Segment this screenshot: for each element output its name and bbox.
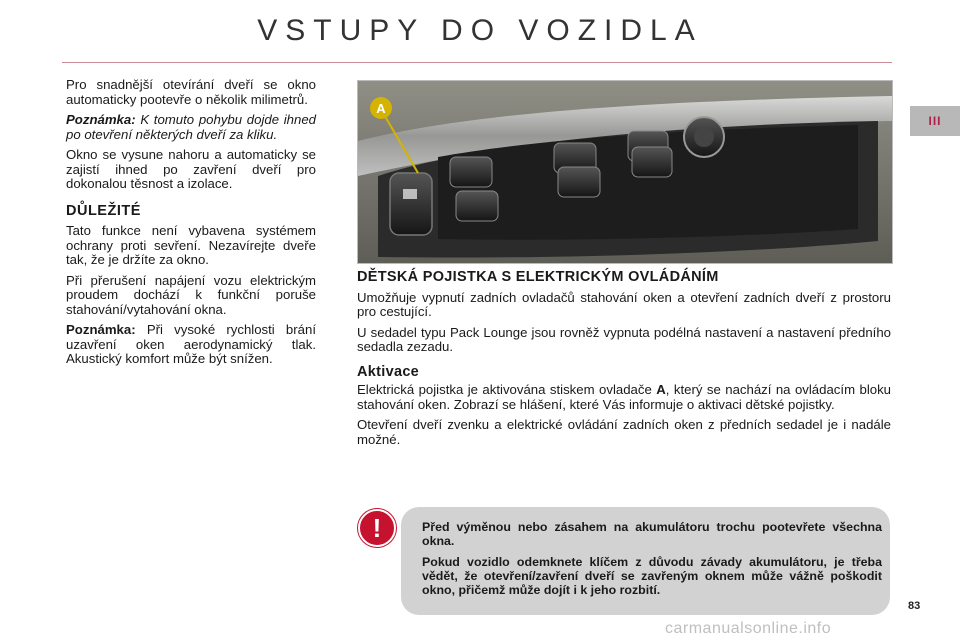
left-paragraph-4: Při přerušení napájení vozu elektrickým proudem dochází k funkční poruše stahování/vytahování okna. <box>66 272 316 317</box>
page-number: 83 <box>908 600 921 612</box>
left-paragraph-2: Okno se vysune nahoru a automaticky se zajistí ihned po zavření dveří pro dokonalou těsnost a izolace. <box>66 147 316 191</box>
warning-text <box>422 520 882 604</box>
text-span: Elektrická pojistka je aktivována stiskem ovladače <box>357 382 657 397</box>
warning-paragraph-2: Pokud vozidlo odemknete klíčem z důvodu závady akumulátoru, je třeba vědět, že otevření/zavření dveří se zavřeným oknem může vážně poškodit okno, přičemž může dojít i k jeho rozbití. <box>422 555 882 597</box>
right-paragraph-2: U sedadel typu Pack Lounge jsou rovněž vypnuta podélná nastavení a nastavení předního sedadla zezadu. <box>357 324 891 354</box>
note-text: Při vysoké rychlosti brání uzavření oken aerodynamický tlak. Akustický komfort může být snížen. <box>66 322 316 366</box>
text-span: , který se nachází na ovládacím bloku stahování oken. Zobrazí se hlášení, které Vás informuje o aktivaci dětské pojistky. <box>357 382 892 412</box>
left-paragraph-1: Pro snadnější otevírání dveří se okno automaticky pootevře o několik milimetrů. <box>66 77 316 107</box>
right-column <box>357 270 891 453</box>
callout-badge-a: A <box>370 97 392 119</box>
right-paragraph-1: Umožňuje vypnutí zadních ovladačů stahování oken a otevření zadních dveří z prostoru pro cestující. <box>357 289 891 319</box>
child-lock-heading: DĚTSKÁ POJISTKA S ELEKTRICKÝM OVLÁDÁNÍM <box>357 269 719 285</box>
left-paragraph-3: Tato funkce není vybavena systémem ochrany proti sevření. Nezavírejte dveře tak, že je držíte za okno. <box>66 223 316 267</box>
watermark: carmanualsonline.info <box>665 620 832 637</box>
door-panel-photo <box>357 80 893 264</box>
page-title: VSTUPY DO VOZIDLA <box>257 14 703 47</box>
title-divider <box>62 62 892 63</box>
left-note-2 <box>66 323 316 367</box>
warning-paragraph-1: Před výměnou nebo zásahem na akumulátoru trochu pootevřete všechna okna. <box>422 520 882 548</box>
note-label: Poznámka: <box>66 322 136 337</box>
warning-icon: ! <box>358 509 396 547</box>
right-paragraph-3 <box>357 383 891 412</box>
control-ref: A <box>656 382 666 397</box>
note-label: Poznámka: <box>66 112 136 127</box>
chapter-tab[interactable]: III <box>910 106 960 136</box>
left-note-1 <box>66 113 316 142</box>
left-column <box>66 78 316 373</box>
activation-heading: Aktivace <box>357 363 420 380</box>
right-paragraph-4: Otevření dveří zvenku a elektrické ovládání zadních oken z předních sedadel je i nadále možné. <box>357 417 891 447</box>
important-heading: DŮLEŽITÉ <box>66 202 141 219</box>
note-text: K tomuto pohybu dojde ihned po otevření některých dveří za kliku. <box>66 112 316 142</box>
